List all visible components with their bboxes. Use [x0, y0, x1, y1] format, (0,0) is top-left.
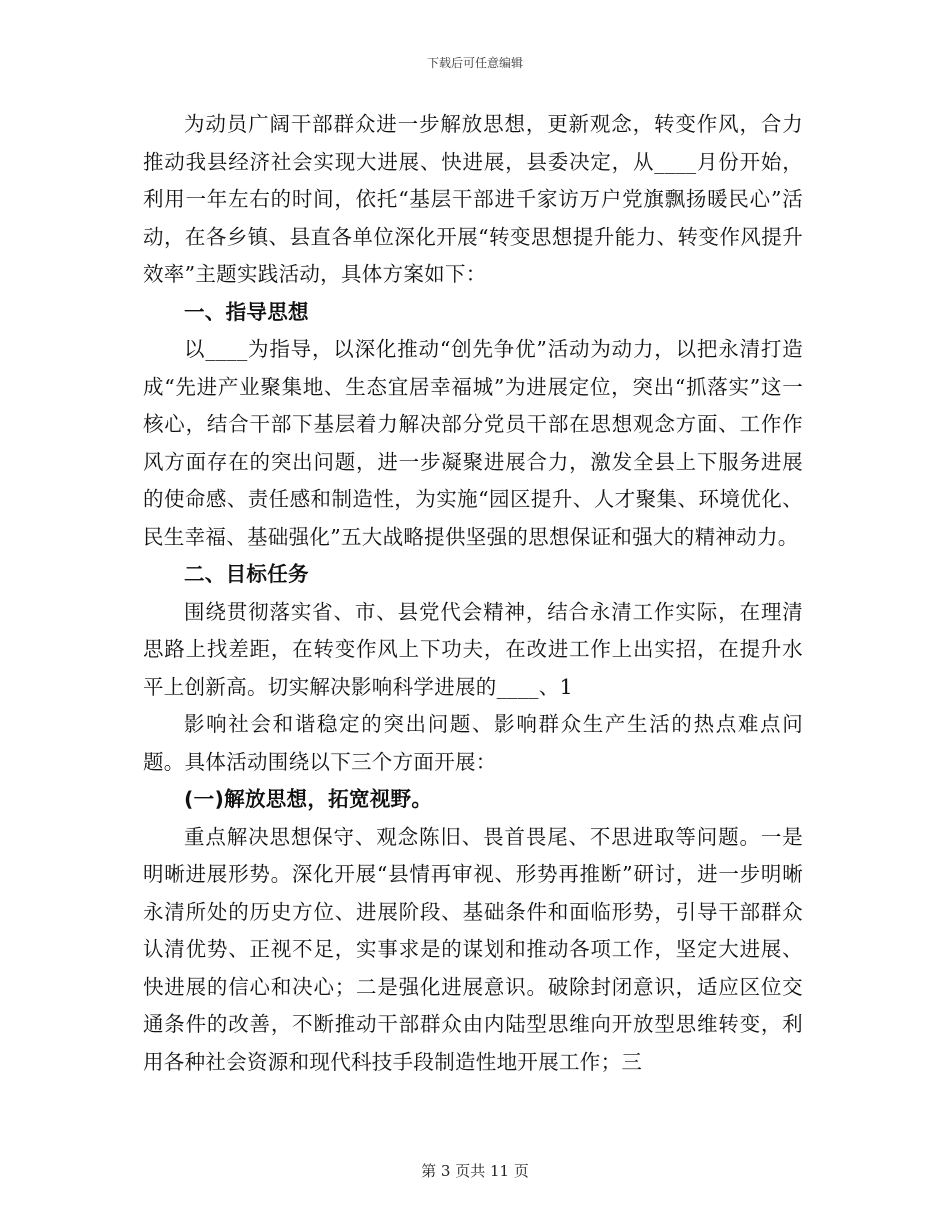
document-body — [143, 106, 803, 1081]
subsection-heading-emancipate-mind: (一)解放思想，拓宽视野。 — [184, 787, 433, 811]
section-heading-guiding-thought: 一、指导思想 — [184, 299, 309, 324]
page-footer: 第 3 页共 11 页 — [421, 1162, 529, 1180]
guiding-thought-paragraph: 以____为指导，以深化推动“创先争优”活动为动力，以把永清打造成“先进产业聚集地、生态宜居幸福城”为进展定位，突出“抓落实”这一核心，结合干部下基层着力解决部分党员干部在思想观念方面、工作作风方面存在的突出问题，进一步凝聚进展合力，激发全县上下服务进展的使命感、责任感和制造性，为实施“园区提升、人才聚集、环境优化、民生幸福、基础强化”五大战略提供坚强的思想保证和强大的精神动力。 — [143, 337, 803, 549]
section-heading-goals: 二、目标任务 — [184, 562, 309, 586]
goals-paragraph: 围绕贯彻落实省、市、县党代会精神，结合永清工作实际，在理清思路上找差距，在转变作风上下功夫，在改进工作上出实招，在提升水平上创新高。切实解决影响科学进展的____、1 — [143, 599, 803, 699]
goals-continuation-paragraph: 影响社会和谐稳定的突出问题、影响群众生产生活的热点难点问题。具体活动围绕以下三个方面开展： — [143, 712, 803, 774]
page-header: 下载后可任意编辑 — [426, 56, 523, 70]
emancipate-mind-paragraph: 重点解决思想保守、观念陈旧、畏首畏尾、不思进取等问题。一是明晰进展形势。深化开展“县情再审视、形势再推断”研讨，进一步明晰永清所处的历史方位、进展阶段、基础条件和面临形势，引导干部群众认清优势、正视不足，实事求是的谋划和推动各项工作，坚定大进展、快进展的信心和决心；二是强化进展意识。破除封闭意识，适应区位交通条件的改善，不断推动干部群众由内陆型思维向开放型思维转变，利用各种社会资源和现代科技手段制造性地开展工作；三 — [143, 824, 803, 1074]
intro-paragraph: 为动员广阔干部群众进一步解放思想，更新观念，转变作风，合力推动我县经济社会实现大进展、快进展，县委决定，从____月份开始，利用一年左右的时间，依托“基层干部进千家访万户党旗飘扬暖民心”活动，在各乡镇、县直各单位深化开展“转变思想提升能力、转变作风提升效率”主题实践活动，具体方案如下： — [143, 112, 803, 286]
